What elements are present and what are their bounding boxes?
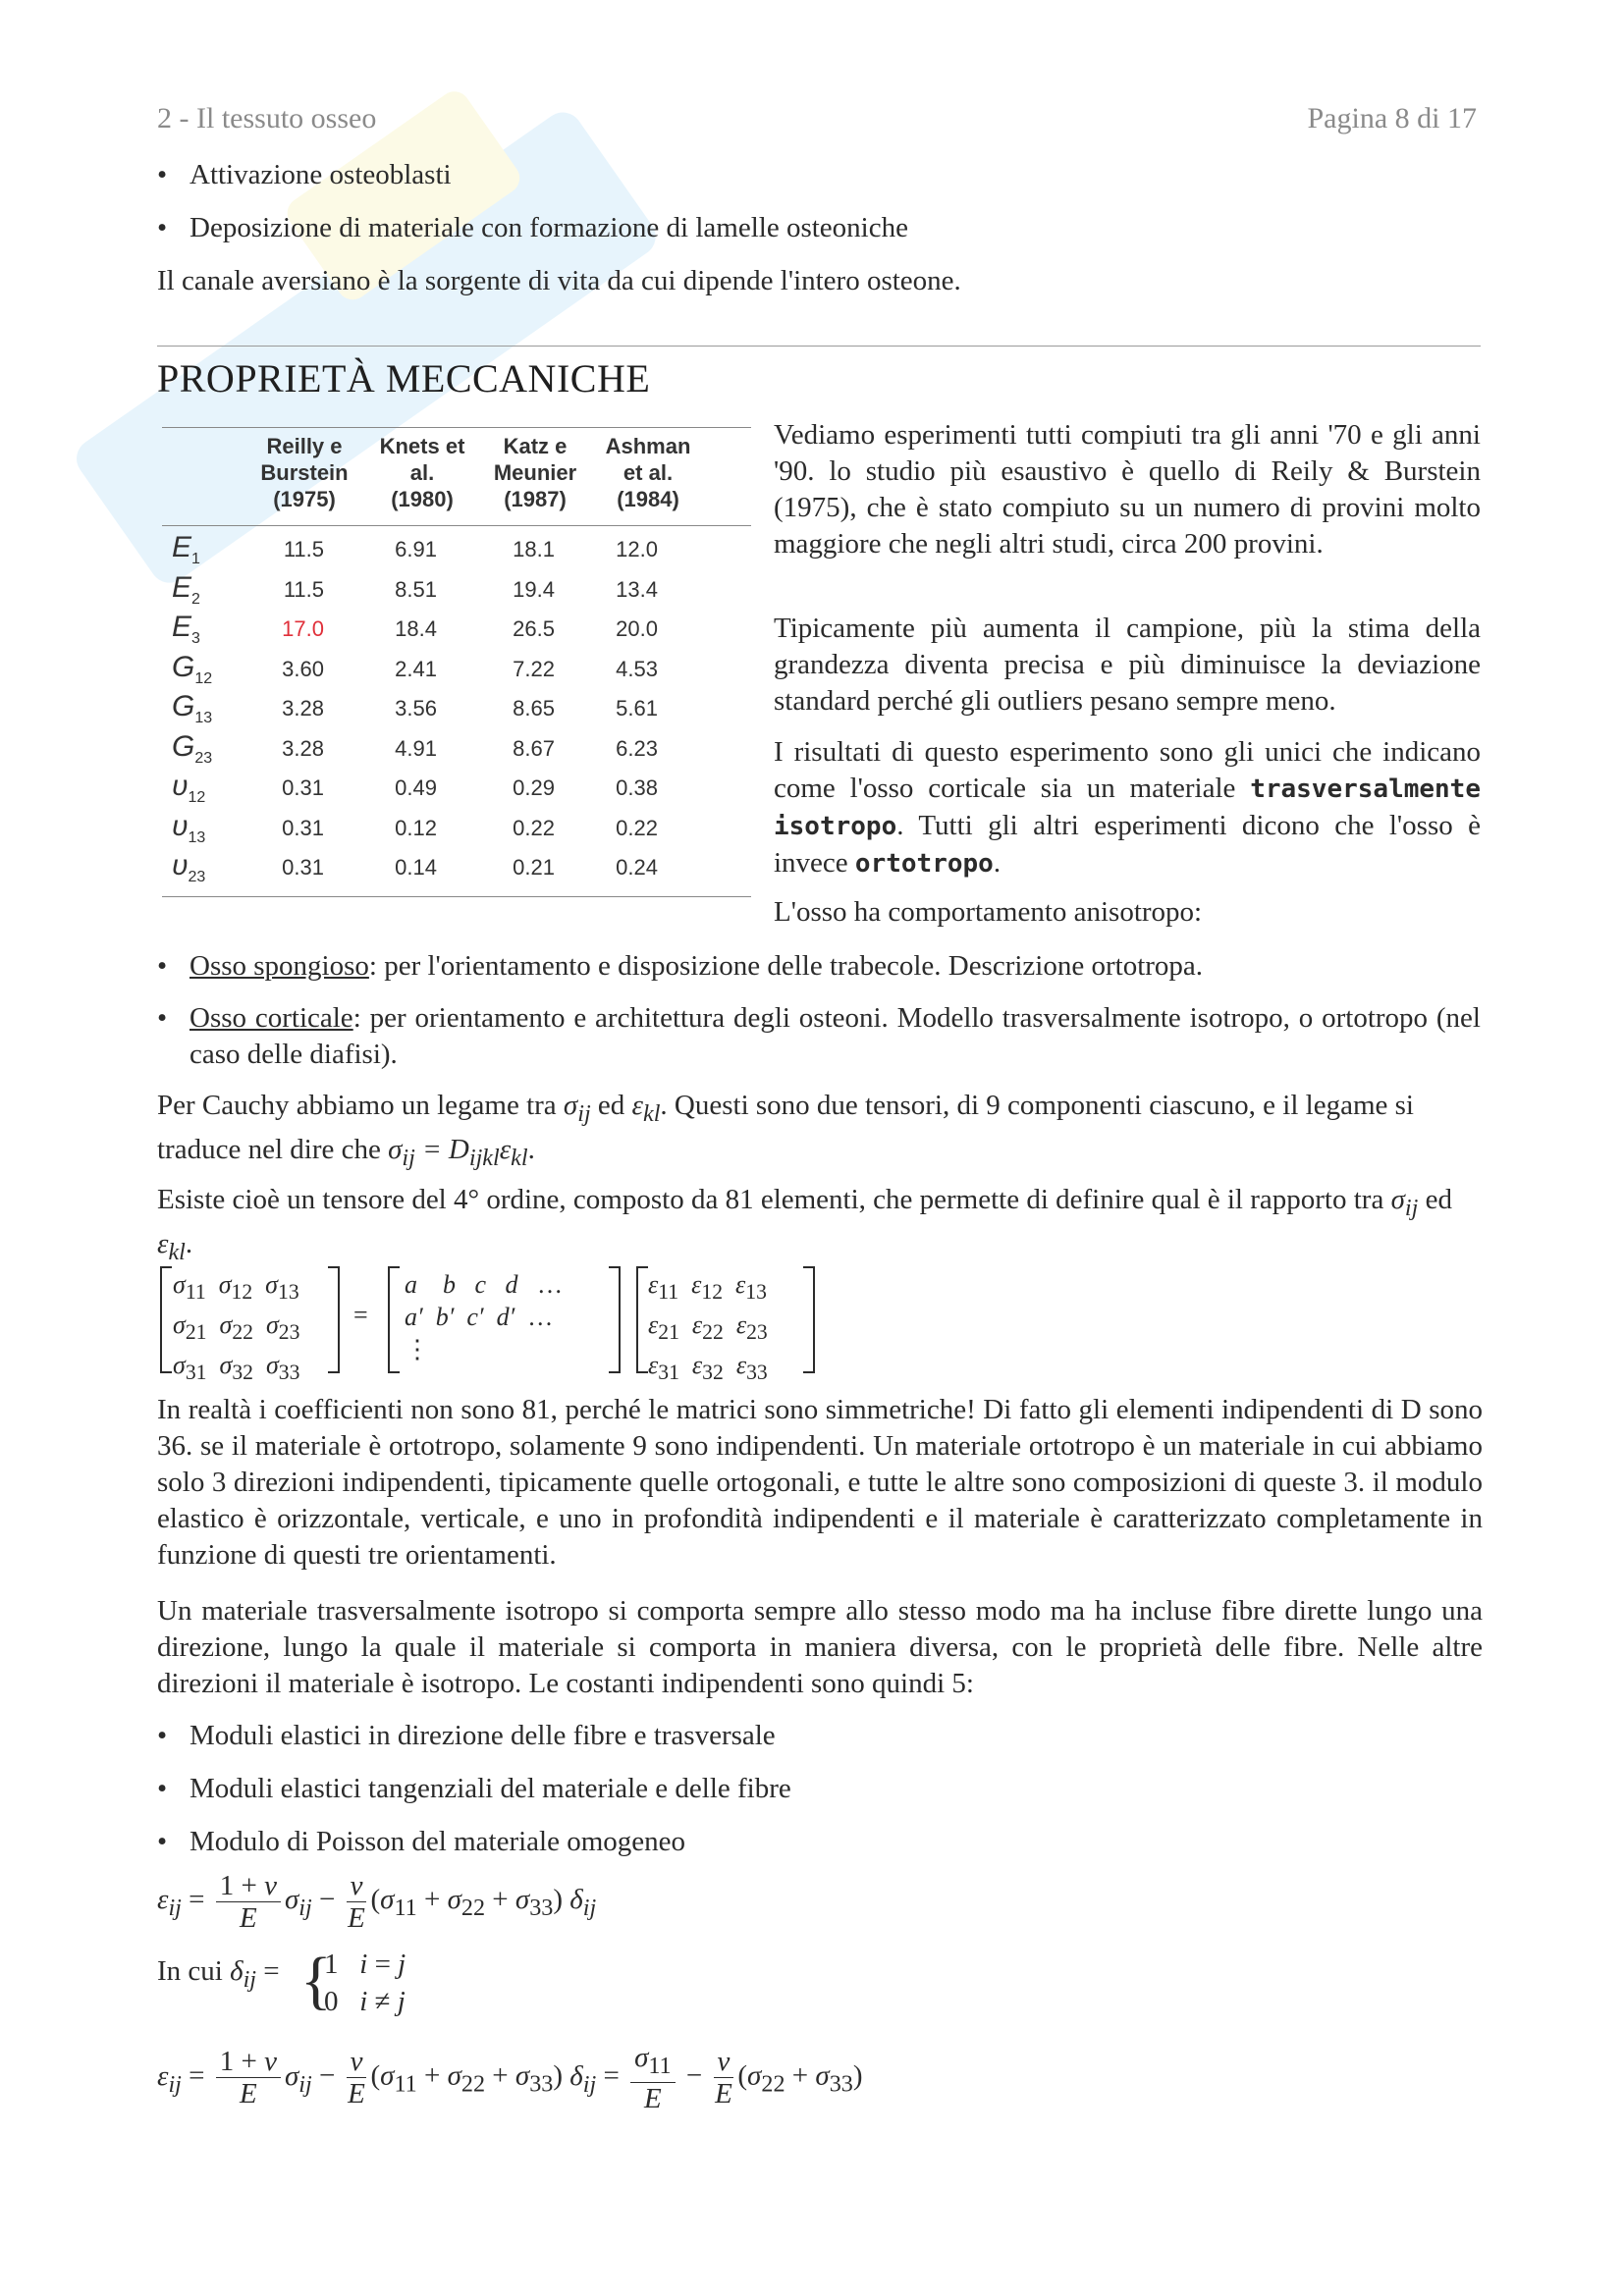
row-label: $G_{12}$ bbox=[172, 650, 213, 687]
table-cell: 4.91 bbox=[395, 735, 437, 761]
column-header-line: Burstein bbox=[260, 460, 349, 485]
row-label: $E_1$ bbox=[172, 531, 200, 567]
section-divider bbox=[157, 346, 1481, 347]
row-label: $E_2$ bbox=[172, 570, 200, 608]
term-transversely-isotropic: trasversalmente isotropo bbox=[774, 774, 1481, 841]
brace: { bbox=[300, 1945, 332, 2016]
table-cell: 12.0 bbox=[616, 537, 658, 561]
paragraph-independent-coefficients: In realtà i coefficienti non sono 81, perché le matrici sono simmetriche! Di fatto gli elementi indipendenti di D sono 36. se il materiale è ortotropo, solamente 9 sono indipendenti. Un materiale ortotropo è un materiale in cui abbiamo solo 3 direzioni indipendenti, tipicamente quelle ortogonali, e tutte le altre sono composizioni di queste 3. il modulo elastico è orizzontale, verticale, e uno in profondità indipendenti e il materiale è caratterizzato completamente in funzione di questi tre orientamenti. bbox=[157, 1394, 1483, 1571]
column-header-line: Knets et bbox=[379, 434, 465, 458]
table-cell: 11.5 bbox=[283, 537, 324, 561]
column-header-line: Ashman bbox=[605, 434, 691, 458]
table-cell: 8.65 bbox=[513, 696, 555, 721]
paragraph-transversely-isotropic: Un materiale trasversalmente isotropo si comporta sempre allo stesso modo ma ha incluse fibre dirette lungo una direzione, lungo la quale il materiale si comporta in maniera diversa, con le proprietà delle fibre. Nelle altre direzioni il materiale è isotropo. Le costanti indipendenti sono quindi 5: bbox=[157, 1595, 1483, 1699]
column-header-line: (1980) bbox=[391, 487, 454, 511]
paragraph-sample-size: Tipicamente più aumenta il campione, più la stima della grandezza diventa precisa e più diminuisce la deviazione standard perché gli outliers pesano sempre meno. bbox=[774, 613, 1481, 717]
column-header-line: (1984) bbox=[617, 487, 679, 511]
table-cell: 8.51 bbox=[395, 576, 437, 602]
paragraph-anisotropic: L'osso ha comportamento anisotropo: bbox=[774, 896, 1203, 928]
column-header bbox=[481, 433, 589, 512]
table-top-rule bbox=[162, 427, 751, 428]
column-header-line: Katz e bbox=[503, 434, 568, 458]
table-cell: 5.61 bbox=[616, 696, 658, 721]
table-cell: 7.22 bbox=[513, 656, 555, 681]
table-cell: 19.4 bbox=[513, 576, 555, 602]
term-orthotropic: ortotropo bbox=[854, 849, 994, 879]
kronecker-cases: 1 i = j 0 i ≠ j bbox=[324, 1949, 406, 2017]
row-label: $\upsilon_{12}$ bbox=[172, 770, 206, 806]
table-cell: 18.4 bbox=[395, 616, 437, 641]
table-cell: 0.29 bbox=[513, 775, 555, 800]
table-bottom-rule bbox=[162, 896, 751, 897]
table-cell: 0.22 bbox=[513, 815, 555, 840]
table-cell: 3.28 bbox=[282, 696, 324, 721]
table-cell: 0.24 bbox=[616, 855, 658, 880]
table-cell: 0.31 bbox=[282, 775, 324, 800]
paragraph-tensor: Esiste cioè un tensore del 4° ordine, composto da 81 elementi, che permette di definire qual è il rapporto tra $\sigma_{ij}$ ed $\varepsilon_{kl}$. bbox=[157, 1184, 1452, 1265]
strain-equation: $\varepsilon_{ij}$ = $\frac{1 + \nu}{E}$ $\sigma_{ij}$ − $\frac{\nu}{E}$ $(\sigma_{11} + \sigma_{22} + \sigma_{33})$ $\delta_{ij}$ bbox=[157, 1870, 597, 1934]
table-cell: 6.91 bbox=[395, 537, 437, 561]
row-label: $G_{13}$ bbox=[172, 690, 213, 726]
mechanical-properties-table bbox=[162, 427, 751, 898]
row-label: $\upsilon_{23}$ bbox=[172, 849, 206, 885]
table-cell: 0.31 bbox=[282, 855, 324, 880]
row-label: $\upsilon_{13}$ bbox=[172, 809, 206, 846]
row-label: $G_{23}$ bbox=[172, 729, 213, 767]
table-cell: 0.22 bbox=[616, 815, 658, 840]
table-cell: 4.53 bbox=[616, 656, 658, 681]
table-cell: 18.1 bbox=[513, 537, 555, 561]
column-header-line: et al. bbox=[623, 460, 674, 485]
column-header-line: (1975) bbox=[273, 487, 336, 511]
haversian-sentence: Il canale aversiano è la sorgente di vita da cui dipende l'intero osteone. bbox=[157, 265, 961, 296]
paragraph-results: I risultati di questo esperimento sono gli unici che indicano come l'osso corticale sia un materiale trasversalmente isotropo. Tutti gli altri esperimenti dicono che l'osso è invece ortotropo. bbox=[774, 736, 1481, 879]
column-header-line: al. bbox=[409, 460, 435, 485]
table-cell: 0.49 bbox=[395, 775, 437, 800]
paragraph-cauchy: Per Cauchy abbiamo un legame tra $\sigma_{ij}$ ed $\varepsilon_{kl}$. Questi sono due tensori, di 9 componenti ciascuno, e il legame si traduce nel dire che $\sigma_{ij} = D_{ijkl}\varepsilon_{kl}$. bbox=[157, 1090, 1414, 1171]
document-page: 2 - Il tessuto osseo Pagina 8 di 17 • Attivazione osteoblasti • Deposizione di materiale con formazione di lamelle osteoniche Il canale aversiano è la sorgente di vita da cui dipende l'intero osteone. PROPRIETÀ MECCANICHE Reilly e Burstein (1975) Knets et al. (1980) Katz e Meunier (1987) Ashman et al. (1984) $E_1$ 11.5 6.91 18.1 12.0 $E_2$ 11.5 8.51 19.4 13.4 $E_3$ 17.0 18.4 26.5 20.0 $G_{12}$ 3.60 2.41 7.22 4.53 $G_{13}$ 3.28 3.56 8.65 5.61 $G_{23}$ 3.28 4.91 8.67 6.23 $\upsilon_{12}$ 0.31 0.49 0.29 0.38 $\upsilon_{13}$ 0.31 0.12 0.22 0.22 $\upsilon_{23}$ 0.31 0.14 0.21 0.24 Vediamo esperimenti tutti compiuti tra gli anni '70 e gli anni '90. lo studio più esaustivo è quello di Reily & Burstein (1975), che è stato compiuto su un numero di provini molto maggiore che negli altri studi, circa 200 provini. Tipicamente più aumenta il campione, più la stima della grandezza diventa precisa e più diminuisce la deviazione standard perché gli outliers pesano sempre meno. I risultati di questo esperimento sono gli unici che indicano come l'osso corticale sia un materiale trasversalmente isotropo. Tutti gli altri esperimenti dicono che l'osso è invece ortotropo. L'osso ha comportamento anisotropo: • Osso spongioso: per l'orientamento e disposizione delle trabecole. Descrizione ortotropa. • Osso corticale: per orientamento e architettura degli osteoni. Modello trasversalmente isotropo, o ortotropo (nel caso delle diafisi). Per Cauchy abbiamo un legame tra $\sigma_{ij}$ ed $\varepsilon_{kl}$. Questi sono due tensori, di 9 componenti ciascuno, e il legame si traduce nel dire che $\sigma_{ij} = D_{ijkl}\varepsilon_{kl}$. Esiste cioè un tensore del 4° ordine, composto da 81 elementi, che permette di definire qual è il rapporto tra $\sigma_{ij}$ ed $\varepsilon_{kl}$. $\sigma_{11}$ $\sigma_{12}$ $\sigma_{13}$ $\sigma_{21}$ $\sigma_{22}$ $\sigma_{23}$ $\sigma_{31}$ $\sigma_{32}$ $\sigma_{33}$ = a b c d … a′ b′ c′ d′ … ⋮ $\varepsilon_{11}$ $\varepsilon_{12}$ $\varepsilon_{13}$ $\varepsilon_{21}$ $\varepsilon_{22}$ $\varepsilon_{23}$ $\varepsilon_{31}$ $\varepsilon_{32}$ $\varepsilon_{33}$ In realtà i coefficienti non sono 81, perché le matrici sono simmetriche! Di fatto gli elementi indipendenti di D sono 36. se il materiale è ortotropo, solamente 9 sono indipendenti. Un materiale ortotropo è un materiale in cui abbiamo solo 3 direzioni indipendenti, tipicamente quelle ortogonali, e tutte le altre sono composizioni di queste 3. il modulo elastico è orizzontale, verticale, e uno in profondità indipendenti e il materiale è caratterizzato completamente in funzione di questi tre orientamenti. Un materiale trasversalmente isotropo si comporta sempre allo stesso modo ma ha incluse fibre dirette lungo una direzione, lungo la quale il materiale si comporta in maniera diversa, con le proprietà delle fibre. Nelle altre direzioni il materiale è isotropo. Le costanti indipendenti sono quindi 5: • Moduli elastici in direzione delle fibre e trasversale • Moduli elastici tangenziali del materiale e delle fibre • Modulo di Poisson del materiale omogeneo $\varepsilon_{ij}$ = $\frac{1 + \nu}{E}$ $\sigma_{ij}$ − $\frac{\nu}{E}$ $(\sigma_{11} + \sigma_{22} + \sigma_{33})$ $\delta_{ij}$ In cui $\delta_{ij}$ = { 1 i = j 0 i ≠ j $\varepsilon_{ij}$ = $\frac{1 + \nu}{E}$ $\sigma_{ij}$ − $\frac{\nu}{E}$ $(\sigma_{11} + \sigma_{22} + \sigma_{33}) \delta_{ij}$ = $\frac{\sigma_{11}}{E}$ − $\frac{\nu}{E}$ $(\sigma_{22} + \sigma_{33})$ bbox=[0, 0, 1624, 2296]
table-cell: 3.56 bbox=[395, 696, 437, 721]
table-cell: 2.41 bbox=[395, 656, 437, 681]
table-header-rule bbox=[162, 525, 751, 526]
table-cell: 20.0 bbox=[616, 616, 658, 641]
column-header bbox=[594, 433, 702, 512]
table-cell: 13.4 bbox=[616, 576, 658, 602]
column-header bbox=[368, 433, 476, 512]
column-header-line: (1987) bbox=[504, 487, 567, 511]
column-header bbox=[250, 433, 358, 512]
table-cell: 3.60 bbox=[282, 656, 324, 681]
table-cell: 0.31 bbox=[282, 815, 324, 840]
running-header-page-number: Pagina 8 di 17 bbox=[1307, 102, 1477, 134]
column-header-line: Reilly e bbox=[266, 434, 343, 458]
table-cell: 0.38 bbox=[616, 775, 658, 800]
section-title: PROPRIETÀ MECCANICHE bbox=[157, 356, 651, 400]
table-cell: 17.0 bbox=[282, 616, 324, 641]
table-cell: 8.67 bbox=[513, 735, 555, 761]
row-label: $E_3$ bbox=[172, 611, 200, 647]
paragraph-experiments: Vediamo esperimenti tutti compiuti tra gli anni '70 e gli anni '90. lo studio più esaustivo è quello di Reily & Burstein (1975), che è stato compiuto su un numero di provini molto maggiore che negli altri studi, circa 200 provini. bbox=[774, 419, 1481, 560]
running-header-chapter: 2 - Il tessuto osseo bbox=[157, 102, 377, 134]
kronecker-delta-definition: In cui $\delta_{ij}$ = bbox=[157, 1955, 280, 1993]
column-header-line: Meunier bbox=[493, 460, 577, 485]
table-cell: 3.28 bbox=[282, 735, 324, 761]
table-cell: 11.5 bbox=[283, 576, 324, 602]
table-cell: 0.12 bbox=[395, 815, 437, 840]
table-cell: 26.5 bbox=[513, 616, 555, 641]
strain-equation-expanded: $\varepsilon_{ij}$ = $\frac{1 + \nu}{E}$ $\sigma_{ij}$ − $\frac{\nu}{E}$ $(\sigma_{11} + \sigma_{22} + \sigma_{33}) \delta_{ij}$ = $\frac{\sigma_{11}}{E}$ − $\frac{\nu}{E}$ $(\sigma_{22} + \sigma_{33})$ bbox=[157, 2042, 863, 2114]
table-cell: 0.21 bbox=[513, 855, 555, 880]
table-cell: 0.14 bbox=[395, 855, 437, 880]
table-cell: 6.23 bbox=[616, 735, 658, 761]
